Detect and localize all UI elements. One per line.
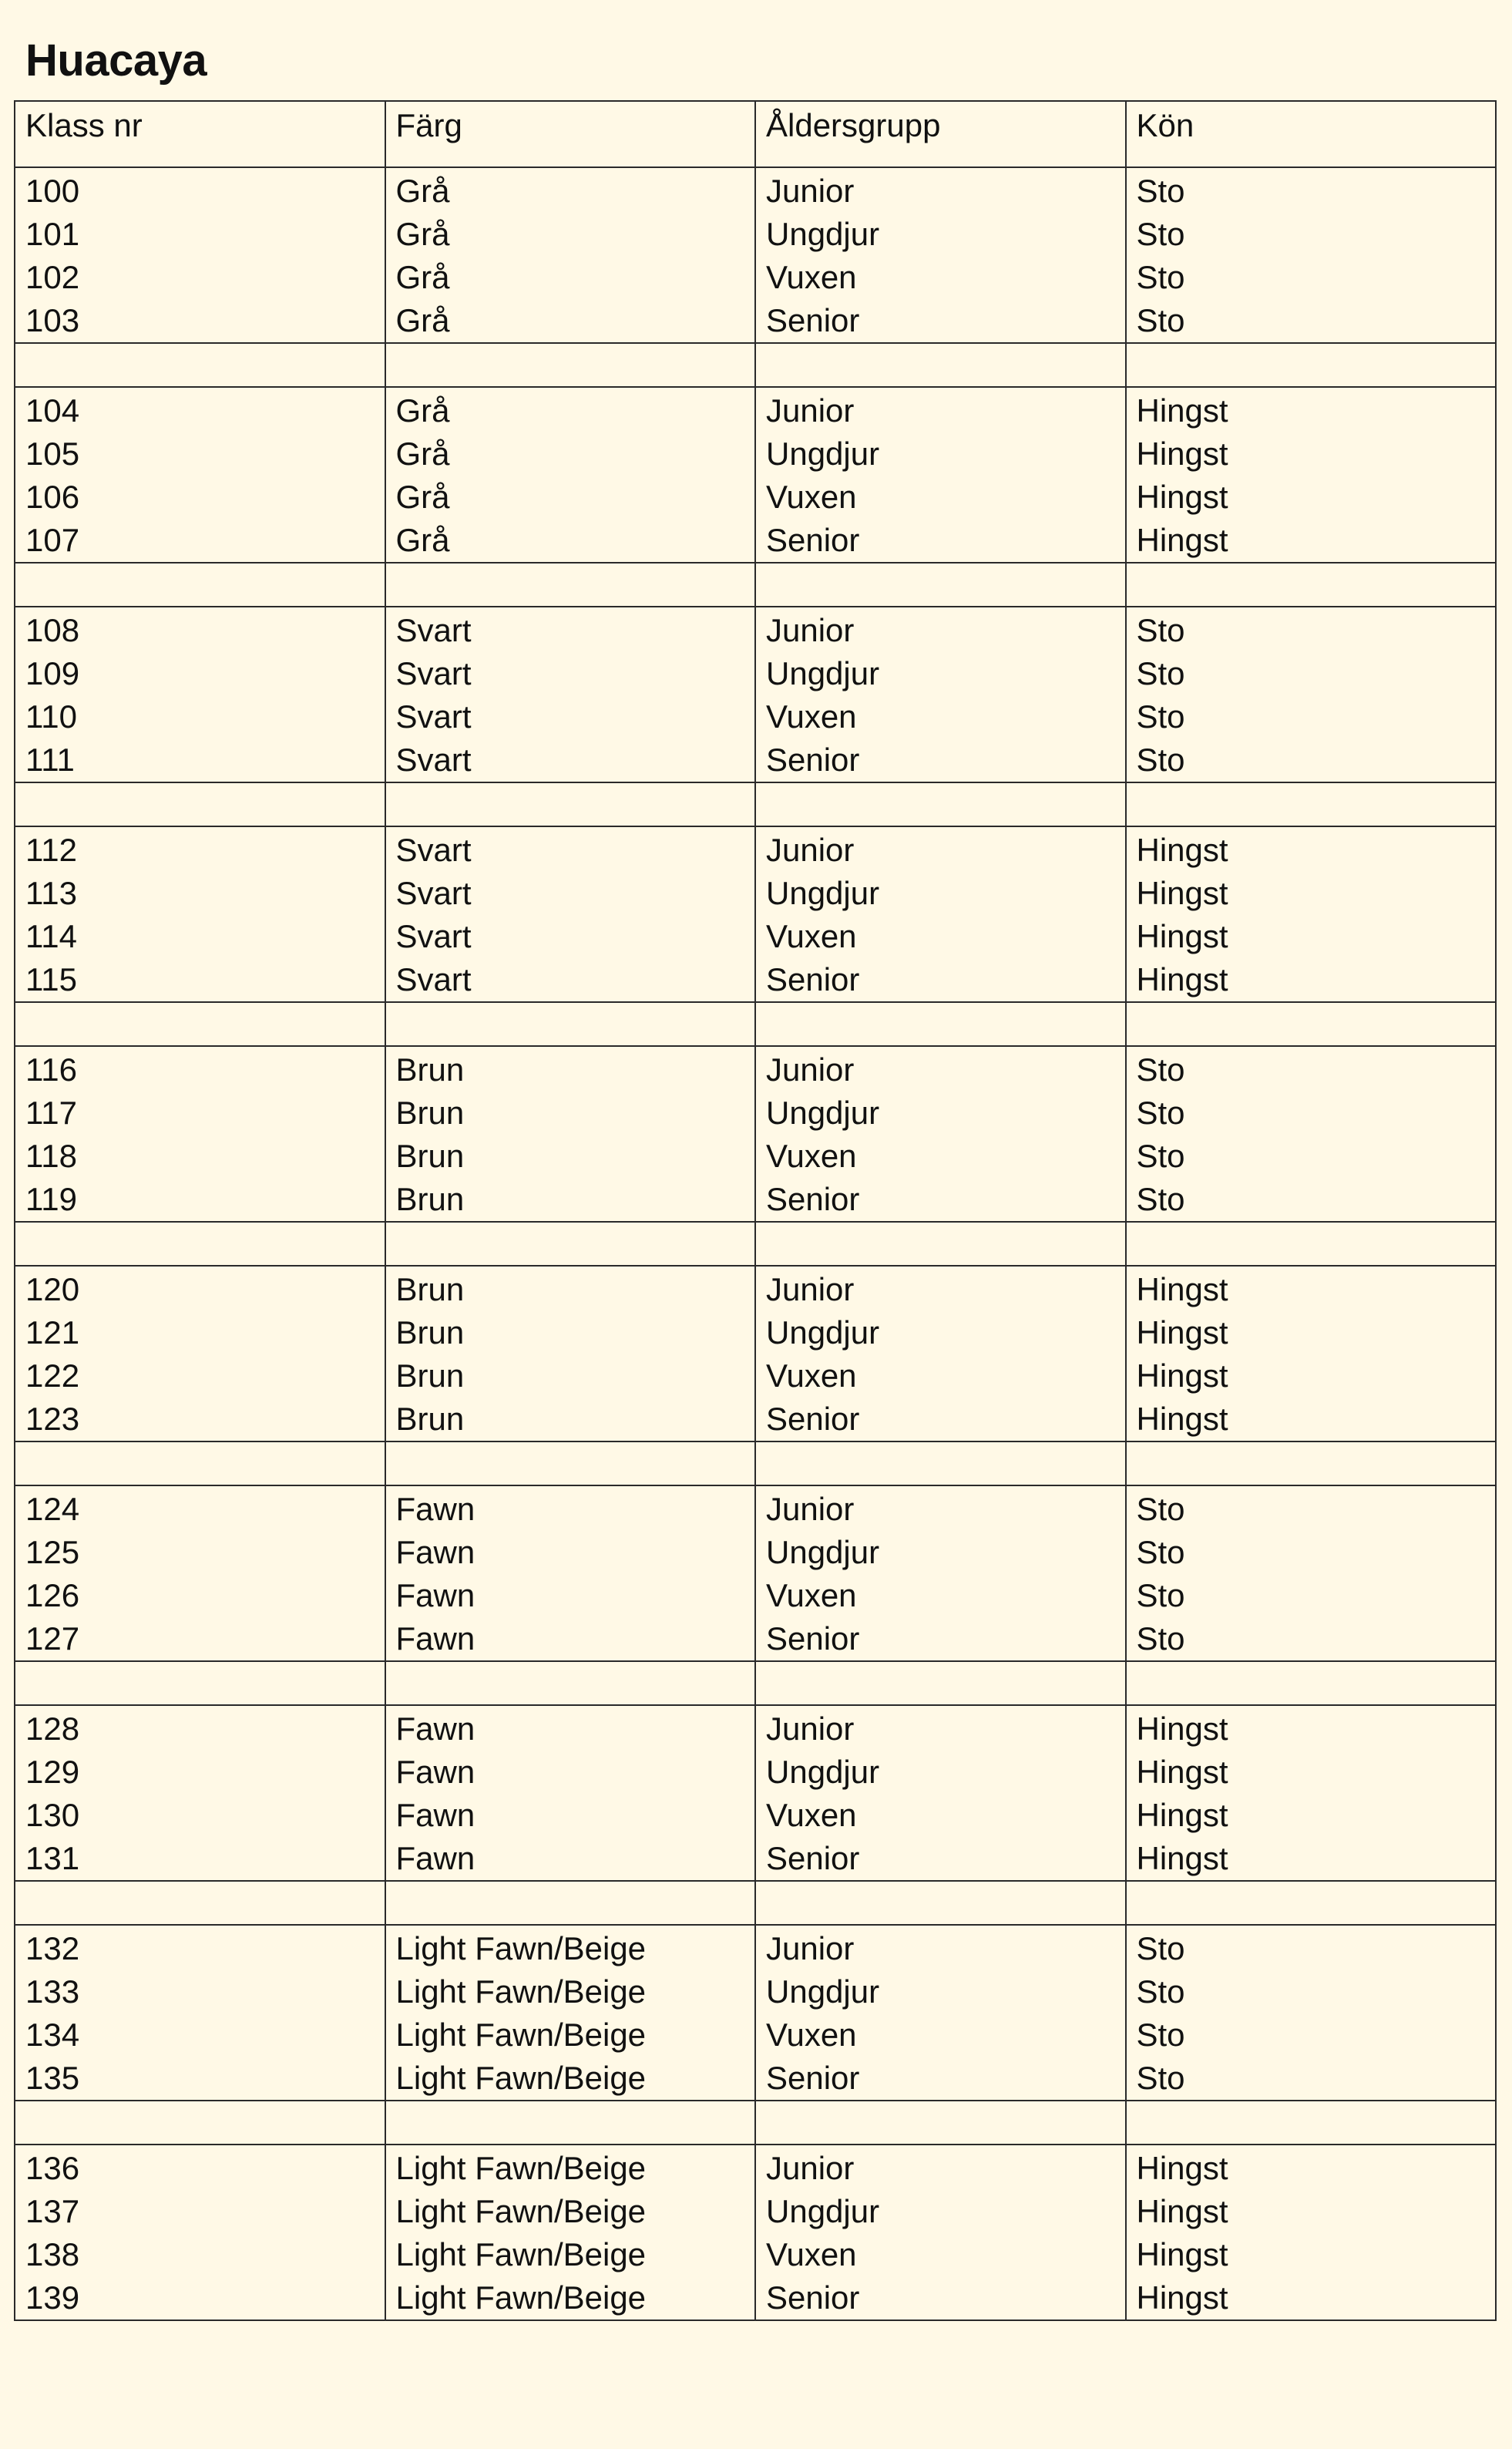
color-value: Light Fawn/Beige bbox=[395, 1973, 647, 2010]
age-group-value: Ungdjur bbox=[766, 1973, 880, 2010]
class-number-value: 110 bbox=[25, 698, 77, 735]
spacer-row bbox=[15, 1002, 1496, 1046]
table-row bbox=[15, 387, 1496, 563]
table-row bbox=[15, 1925, 1496, 2101]
color-value: Light Fawn/Beige bbox=[395, 1930, 647, 1966]
empty-cell bbox=[1126, 2101, 1497, 2145]
color-value: Light Fawn/Beige bbox=[395, 2017, 647, 2053]
sex-value: Sto bbox=[1136, 698, 1185, 735]
sex-cell bbox=[1126, 1925, 1497, 2101]
page-title: Huacaya bbox=[25, 35, 207, 86]
sex-value: Hingst bbox=[1136, 832, 1228, 868]
color-value: Grå bbox=[395, 522, 450, 558]
spacer-row bbox=[15, 1661, 1496, 1705]
age-group-value: Senior bbox=[766, 2060, 860, 2096]
empty-cell bbox=[15, 1441, 385, 1485]
color-cell bbox=[385, 1046, 756, 1222]
class-number-value: 132 bbox=[25, 1930, 80, 1966]
sex-value: Sto bbox=[1136, 742, 1185, 778]
color-cell bbox=[385, 826, 756, 1002]
color-value: Grå bbox=[395, 302, 450, 338]
empty-cell bbox=[385, 1222, 756, 1266]
age-group-value: Vuxen bbox=[766, 2017, 857, 2053]
color-value: Svart bbox=[395, 655, 472, 691]
class-number-value: 105 bbox=[25, 436, 80, 472]
class-number-value: 115 bbox=[25, 961, 77, 997]
spacer-row bbox=[15, 782, 1496, 826]
color-cell bbox=[385, 167, 756, 343]
sex-value: Sto bbox=[1136, 173, 1185, 209]
sex-value: Sto bbox=[1136, 259, 1185, 295]
age-group-value: Ungdjur bbox=[766, 1534, 880, 1570]
color-value: Brun bbox=[395, 1138, 465, 1174]
class-number-cell bbox=[15, 1266, 385, 1441]
age-group-value: Ungdjur bbox=[766, 1314, 880, 1351]
class-number-value: 136 bbox=[25, 2150, 80, 2186]
sex-value: Hingst bbox=[1136, 2279, 1228, 2316]
sex-value: Hingst bbox=[1136, 1314, 1228, 1351]
class-number-value: 109 bbox=[25, 655, 80, 691]
color-value: Grå bbox=[395, 479, 450, 515]
class-number-cell bbox=[15, 826, 385, 1002]
empty-cell bbox=[1126, 1222, 1497, 1266]
color-value: Svart bbox=[395, 961, 472, 997]
color-value: Light Fawn/Beige bbox=[395, 2193, 647, 2229]
empty-cell bbox=[385, 1002, 756, 1046]
sex-value: Hingst bbox=[1136, 2236, 1228, 2272]
class-number-value: 108 bbox=[25, 612, 80, 648]
empty-cell bbox=[755, 343, 1126, 387]
class-number-cell bbox=[15, 1925, 385, 2101]
sex-value: Sto bbox=[1136, 1577, 1185, 1613]
color-cell bbox=[385, 1266, 756, 1441]
class-number-value: 122 bbox=[25, 1357, 80, 1394]
empty-cell bbox=[15, 1661, 385, 1705]
class-number-cell bbox=[15, 1046, 385, 1222]
class-number-cell bbox=[15, 1705, 385, 1881]
age-group-value: Senior bbox=[766, 522, 860, 558]
empty-cell bbox=[1126, 1881, 1497, 1925]
color-value: Light Fawn/Beige bbox=[395, 2236, 647, 2272]
empty-cell bbox=[15, 782, 385, 826]
color-cell bbox=[385, 387, 756, 563]
column-header-class-number: Klass nr bbox=[15, 101, 385, 167]
class-number-value: 111 bbox=[25, 742, 75, 778]
age-group-cell bbox=[755, 1046, 1126, 1222]
sex-cell bbox=[1126, 1705, 1497, 1881]
age-group-cell bbox=[755, 167, 1126, 343]
color-value: Brun bbox=[395, 1181, 465, 1217]
color-value: Svart bbox=[395, 698, 472, 735]
class-number-cell bbox=[15, 167, 385, 343]
age-group-value: Junior bbox=[766, 173, 855, 209]
table-row bbox=[15, 167, 1496, 343]
sex-cell bbox=[1126, 387, 1497, 563]
color-value: Light Fawn/Beige bbox=[395, 2150, 647, 2186]
age-group-value: Vuxen bbox=[766, 698, 857, 735]
color-value: Fawn bbox=[395, 1797, 475, 1833]
empty-cell bbox=[15, 1222, 385, 1266]
sex-value: Sto bbox=[1136, 1534, 1185, 1570]
color-value: Grå bbox=[395, 173, 450, 209]
spacer-row bbox=[15, 2101, 1496, 2145]
empty-cell bbox=[755, 1441, 1126, 1485]
color-value: Brun bbox=[395, 1314, 465, 1351]
class-number-value: 139 bbox=[25, 2279, 80, 2316]
color-value: Light Fawn/Beige bbox=[395, 2279, 647, 2316]
class-number-value: 116 bbox=[25, 1051, 77, 1088]
sex-value: Sto bbox=[1136, 2017, 1185, 2053]
class-number-value: 118 bbox=[25, 1138, 77, 1174]
table-row bbox=[15, 1046, 1496, 1222]
class-number-value: 112 bbox=[25, 832, 77, 868]
age-group-value: Senior bbox=[766, 1840, 860, 1876]
age-group-value: Senior bbox=[766, 1181, 860, 1217]
age-group-value: Vuxen bbox=[766, 1797, 857, 1833]
class-number-value: 129 bbox=[25, 1754, 80, 1790]
age-group-cell bbox=[755, 1266, 1126, 1441]
class-number-value: 133 bbox=[25, 1973, 80, 2010]
age-group-value: Vuxen bbox=[766, 1138, 857, 1174]
color-cell bbox=[385, 1485, 756, 1661]
table-row bbox=[15, 1266, 1496, 1441]
empty-cell bbox=[1126, 1002, 1497, 1046]
sex-value: Hingst bbox=[1136, 479, 1228, 515]
age-group-value: Junior bbox=[766, 1051, 855, 1088]
empty-cell bbox=[1126, 343, 1497, 387]
color-value: Svart bbox=[395, 742, 472, 778]
spacer-row bbox=[15, 343, 1496, 387]
age-group-value: Senior bbox=[766, 1401, 860, 1437]
age-group-value: Senior bbox=[766, 961, 860, 997]
sex-value: Hingst bbox=[1136, 1357, 1228, 1394]
empty-cell bbox=[385, 1441, 756, 1485]
age-group-value: Vuxen bbox=[766, 259, 857, 295]
class-number-value: 131 bbox=[25, 1840, 80, 1876]
sex-value: Hingst bbox=[1136, 961, 1228, 997]
empty-cell bbox=[15, 1881, 385, 1925]
color-value: Svart bbox=[395, 875, 472, 911]
age-group-value: Vuxen bbox=[766, 1577, 857, 1613]
sex-value: Sto bbox=[1136, 1620, 1185, 1657]
color-value: Fawn bbox=[395, 1754, 475, 1790]
column-header-color: Färg bbox=[385, 101, 756, 167]
age-group-cell bbox=[755, 1925, 1126, 2101]
class-number-value: 119 bbox=[25, 1181, 77, 1217]
empty-cell bbox=[1126, 563, 1497, 607]
class-number-value: 100 bbox=[25, 173, 80, 209]
age-group-value: Ungdjur bbox=[766, 2193, 880, 2229]
table-row bbox=[15, 1485, 1496, 1661]
sex-value: Hingst bbox=[1136, 392, 1228, 429]
sex-value: Hingst bbox=[1136, 2150, 1228, 2186]
class-number-cell bbox=[15, 387, 385, 563]
empty-cell bbox=[385, 343, 756, 387]
color-value: Fawn bbox=[395, 1620, 475, 1657]
age-group-value: Junior bbox=[766, 1930, 855, 1966]
color-cell bbox=[385, 2145, 756, 2320]
class-number-value: 127 bbox=[25, 1620, 80, 1657]
class-number-value: 102 bbox=[25, 259, 80, 295]
empty-cell bbox=[385, 2101, 756, 2145]
sex-value: Hingst bbox=[1136, 1401, 1228, 1437]
class-number-value: 138 bbox=[25, 2236, 80, 2272]
age-group-value: Senior bbox=[766, 742, 860, 778]
sex-value: Sto bbox=[1136, 1930, 1185, 1966]
color-value: Grå bbox=[395, 436, 450, 472]
class-number-value: 120 bbox=[25, 1271, 80, 1307]
class-number-value: 135 bbox=[25, 2060, 80, 2096]
sex-value: Hingst bbox=[1136, 436, 1228, 472]
empty-cell bbox=[15, 343, 385, 387]
class-number-value: 121 bbox=[25, 1314, 80, 1351]
sex-value: Sto bbox=[1136, 302, 1185, 338]
column-header-sex: Kön bbox=[1126, 101, 1497, 167]
sex-cell bbox=[1126, 167, 1497, 343]
age-group-cell bbox=[755, 826, 1126, 1002]
age-group-value: Junior bbox=[766, 612, 855, 648]
sex-value: Hingst bbox=[1136, 1271, 1228, 1307]
class-number-cell bbox=[15, 1485, 385, 1661]
empty-cell bbox=[755, 1002, 1126, 1046]
table-row bbox=[15, 607, 1496, 782]
sex-value: Sto bbox=[1136, 1138, 1185, 1174]
header-row bbox=[15, 101, 1496, 167]
color-value: Brun bbox=[395, 1401, 465, 1437]
column-header-age-group: Åldersgrupp bbox=[755, 101, 1126, 167]
class-number-value: 126 bbox=[25, 1577, 80, 1613]
sex-value: Hingst bbox=[1136, 1711, 1228, 1747]
color-value: Svart bbox=[395, 832, 472, 868]
color-value: Brun bbox=[395, 1357, 465, 1394]
color-value: Fawn bbox=[395, 1840, 475, 1876]
color-value: Svart bbox=[395, 918, 472, 954]
class-number-value: 107 bbox=[25, 522, 80, 558]
sex-cell bbox=[1126, 1266, 1497, 1441]
empty-cell bbox=[15, 1002, 385, 1046]
color-value: Brun bbox=[395, 1051, 465, 1088]
sex-cell bbox=[1126, 1046, 1497, 1222]
sex-value: Hingst bbox=[1136, 2193, 1228, 2229]
age-group-value: Junior bbox=[766, 2150, 855, 2186]
empty-cell bbox=[385, 782, 756, 826]
color-value: Light Fawn/Beige bbox=[395, 2060, 647, 2096]
table-row bbox=[15, 2145, 1496, 2320]
color-cell bbox=[385, 607, 756, 782]
sex-value: Sto bbox=[1136, 1095, 1185, 1131]
age-group-value: Senior bbox=[766, 1620, 860, 1657]
age-group-value: Ungdjur bbox=[766, 1754, 880, 1790]
age-group-value: Vuxen bbox=[766, 479, 857, 515]
age-group-value: Vuxen bbox=[766, 918, 857, 954]
age-group-value: Senior bbox=[766, 2279, 860, 2316]
sex-value: Sto bbox=[1136, 655, 1185, 691]
sex-cell bbox=[1126, 607, 1497, 782]
color-value: Grå bbox=[395, 392, 450, 429]
class-number-value: 103 bbox=[25, 302, 80, 338]
class-number-value: 134 bbox=[25, 2017, 80, 2053]
empty-cell bbox=[385, 1881, 756, 1925]
age-group-value: Junior bbox=[766, 392, 855, 429]
sex-value: Sto bbox=[1136, 1051, 1185, 1088]
empty-cell bbox=[755, 1222, 1126, 1266]
age-group-cell bbox=[755, 387, 1126, 563]
age-group-value: Ungdjur bbox=[766, 655, 880, 691]
sex-value: Sto bbox=[1136, 1491, 1185, 1527]
sex-value: Hingst bbox=[1136, 522, 1228, 558]
empty-cell bbox=[1126, 782, 1497, 826]
empty-cell bbox=[755, 563, 1126, 607]
class-number-value: 137 bbox=[25, 2193, 80, 2229]
empty-cell bbox=[385, 1661, 756, 1705]
spacer-row bbox=[15, 1881, 1496, 1925]
color-value: Svart bbox=[395, 612, 472, 648]
color-cell bbox=[385, 1925, 756, 2101]
sex-value: Hingst bbox=[1136, 1840, 1228, 1876]
color-value: Fawn bbox=[395, 1577, 475, 1613]
color-cell bbox=[385, 1705, 756, 1881]
class-number-value: 106 bbox=[25, 479, 80, 515]
age-group-cell bbox=[755, 607, 1126, 782]
empty-cell bbox=[15, 563, 385, 607]
age-group-cell bbox=[755, 1485, 1126, 1661]
age-group-value: Vuxen bbox=[766, 2236, 857, 2272]
empty-cell bbox=[755, 1661, 1126, 1705]
class-number-value: 101 bbox=[25, 216, 80, 252]
sex-value: Hingst bbox=[1136, 1754, 1228, 1790]
class-table bbox=[14, 100, 1497, 2321]
sex-cell bbox=[1126, 1485, 1497, 1661]
sex-value: Sto bbox=[1136, 216, 1185, 252]
age-group-value: Junior bbox=[766, 1271, 855, 1307]
class-number-cell bbox=[15, 607, 385, 782]
age-group-value: Junior bbox=[766, 1711, 855, 1747]
class-number-value: 104 bbox=[25, 392, 80, 429]
class-number-value: 123 bbox=[25, 1401, 80, 1437]
class-number-value: 128 bbox=[25, 1711, 80, 1747]
empty-cell bbox=[1126, 1661, 1497, 1705]
sex-value: Hingst bbox=[1136, 918, 1228, 954]
empty-cell bbox=[1126, 1441, 1497, 1485]
color-value: Grå bbox=[395, 259, 450, 295]
age-group-value: Ungdjur bbox=[766, 875, 880, 911]
color-value: Brun bbox=[395, 1271, 465, 1307]
sex-value: Sto bbox=[1136, 1181, 1185, 1217]
empty-cell bbox=[755, 2101, 1126, 2145]
sex-value: Sto bbox=[1136, 2060, 1185, 2096]
sex-value: Hingst bbox=[1136, 875, 1228, 911]
spacer-row bbox=[15, 1222, 1496, 1266]
empty-cell bbox=[755, 782, 1126, 826]
color-value: Fawn bbox=[395, 1491, 475, 1527]
age-group-value: Ungdjur bbox=[766, 436, 880, 472]
class-number-cell bbox=[15, 2145, 385, 2320]
class-number-value: 113 bbox=[25, 875, 77, 911]
class-number-value: 125 bbox=[25, 1534, 80, 1570]
sex-cell bbox=[1126, 2145, 1497, 2320]
age-group-value: Vuxen bbox=[766, 1357, 857, 1394]
class-number-value: 130 bbox=[25, 1797, 80, 1833]
sex-value: Sto bbox=[1136, 612, 1185, 648]
class-number-value: 124 bbox=[25, 1491, 80, 1527]
age-group-cell bbox=[755, 2145, 1126, 2320]
class-number-value: 114 bbox=[25, 918, 77, 954]
sex-value: Sto bbox=[1136, 1973, 1185, 2010]
class-number-value: 117 bbox=[25, 1095, 77, 1131]
color-value: Fawn bbox=[395, 1534, 475, 1570]
age-group-cell bbox=[755, 1705, 1126, 1881]
empty-cell bbox=[15, 2101, 385, 2145]
table-row bbox=[15, 1705, 1496, 1881]
spacer-row bbox=[15, 563, 1496, 607]
age-group-value: Junior bbox=[766, 832, 855, 868]
age-group-value: Senior bbox=[766, 302, 860, 338]
empty-cell bbox=[385, 563, 756, 607]
age-group-value: Ungdjur bbox=[766, 1095, 880, 1131]
spacer-row bbox=[15, 1441, 1496, 1485]
table-row bbox=[15, 826, 1496, 1002]
sex-value: Hingst bbox=[1136, 1797, 1228, 1833]
sex-cell bbox=[1126, 826, 1497, 1002]
age-group-value: Junior bbox=[766, 1491, 855, 1527]
empty-cell bbox=[755, 1881, 1126, 1925]
table-body bbox=[15, 167, 1496, 2320]
color-value: Brun bbox=[395, 1095, 465, 1131]
color-value: Grå bbox=[395, 216, 450, 252]
age-group-value: Ungdjur bbox=[766, 216, 880, 252]
color-value: Fawn bbox=[395, 1711, 475, 1747]
